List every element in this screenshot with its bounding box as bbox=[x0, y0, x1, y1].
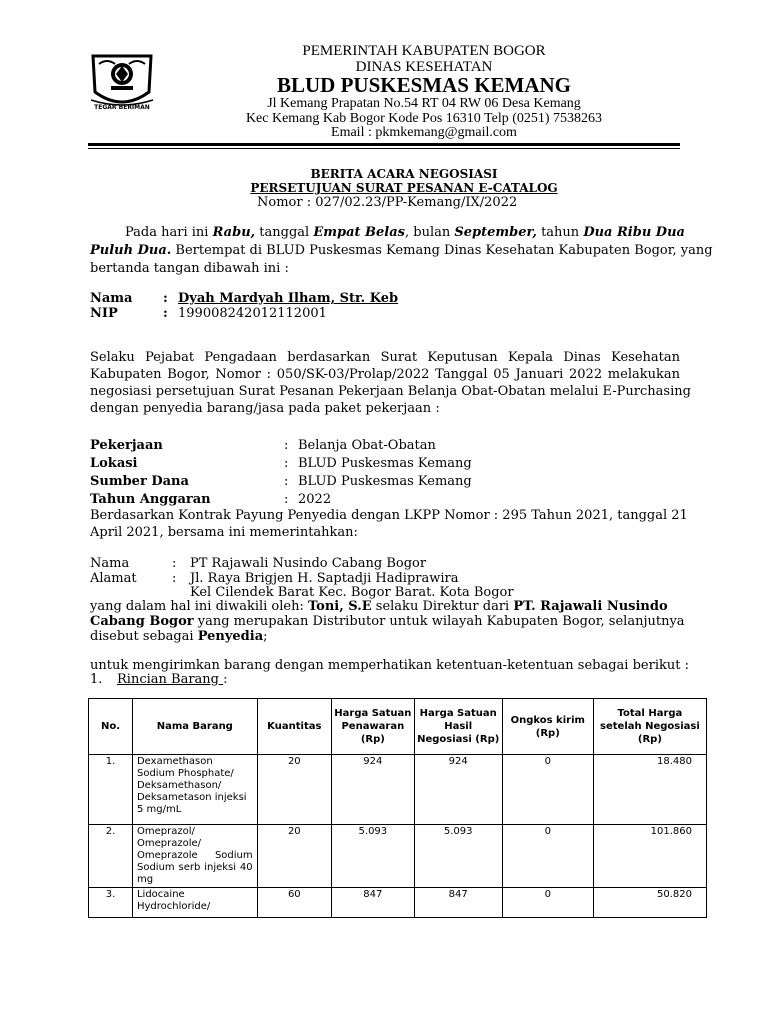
package-year-value: 2022 bbox=[298, 492, 332, 507]
header-nego-price: Harga Satuan Hasil Negosiasi (Rp) bbox=[414, 699, 502, 755]
items-table bbox=[88, 698, 707, 918]
signatory-nip-colon: : bbox=[163, 306, 168, 321]
table-row bbox=[89, 825, 707, 888]
cell-name: Dexamethason Sodium Phosphate/ Deksamethason/ Deksametason injeksi 5 mg/mL bbox=[132, 755, 257, 825]
signatory-nip: 199008242012112001 bbox=[178, 306, 327, 321]
signatory-name: Dyah Mardyah Ilham, Str. Keb bbox=[178, 291, 399, 306]
signatory-nip-label: NIP bbox=[90, 306, 118, 321]
intro-line-2 bbox=[90, 243, 713, 258]
package-job-value: Belanja Obat-Obatan bbox=[298, 438, 436, 453]
header-offer-price: Harga Satuan Penawaran (Rp) bbox=[331, 699, 414, 755]
vendor-rep-text: ; bbox=[263, 629, 268, 644]
intro-month: September, bbox=[454, 225, 537, 240]
org-name: BLUD PUSKESMAS KEMANG bbox=[276, 73, 572, 97]
package-fund-label: Sumber Dana bbox=[90, 474, 189, 489]
vendor-rep-line-2 bbox=[90, 614, 685, 629]
vendor-address-label: Alamat bbox=[90, 571, 137, 586]
cell-offer: 847 bbox=[331, 888, 414, 918]
intro-text: tahun bbox=[536, 225, 584, 240]
vendor-name: PT Rajawali Nusindo Cabang Bogor bbox=[190, 556, 427, 571]
cell-offer: 924 bbox=[331, 755, 414, 825]
vendor-rep-name: Toni, S.E bbox=[308, 599, 372, 614]
header-name: Nama Barang bbox=[132, 699, 257, 755]
vendor-colon: : bbox=[172, 571, 177, 586]
cell-nego: 924 bbox=[414, 755, 502, 825]
vendor-rep-text: yang dalam hal ini diwakili oleh: bbox=[90, 599, 308, 614]
cell-shipping: 0 bbox=[502, 755, 593, 825]
cell-total: 101.860 bbox=[593, 825, 706, 888]
cell-nego: 847 bbox=[414, 888, 502, 918]
cell-total: 18.480 bbox=[593, 755, 706, 825]
cell-name: Omeprazol/ Omeprazole/ Omeprazole Sodium Sodium serb injeksi 40 mg bbox=[132, 825, 257, 888]
signatory-name-colon: : bbox=[163, 291, 168, 306]
official-line-4: dengan penyedia barang/jasa pada paket pekerjaan : bbox=[90, 401, 440, 416]
package-year-label: Tahun Anggaran bbox=[90, 492, 211, 507]
doc-number: Nomor : 027/02.23/PP-Kemang/IX/2022 bbox=[257, 195, 518, 210]
cell-no: 3. bbox=[89, 888, 133, 918]
doc-title: BERITA ACARA NEGOSIASI bbox=[310, 167, 498, 181]
vendor-rep-line-3 bbox=[90, 629, 268, 644]
table-header-row bbox=[89, 699, 707, 755]
intro-text: , bulan bbox=[405, 225, 455, 240]
contract-line-1: Berdasarkan Kontrak Payung Penyedia dengan LKPP Nomor : 295 Tahun 2021, tanggal 21 bbox=[90, 508, 688, 523]
official-line-1: Selaku Pejabat Pengadaan berdasarkan Surat Keputusan Kepala Dinas Kesehatan bbox=[90, 350, 680, 365]
cell-shipping: 0 bbox=[502, 825, 593, 888]
dept-line: DINAS KESEHATAN bbox=[355, 59, 493, 75]
intro-date: Empat Belas bbox=[313, 225, 405, 240]
cell-offer: 5.093 bbox=[331, 825, 414, 888]
cell-name: Lidocaine Hydrochloride/ bbox=[132, 888, 257, 918]
email-line bbox=[0, 125, 768, 141]
cell-qty: 20 bbox=[257, 825, 331, 888]
package-colon: : bbox=[284, 438, 289, 453]
cell-no: 1. bbox=[89, 755, 133, 825]
vendor-rep-text: yang merupakan Distributor untuk wilayah Kabupaten Bogor, selanjutnya bbox=[193, 614, 685, 629]
email-address: pkmkemang@gmail.com bbox=[375, 125, 517, 140]
intro-text: Pada hari ini bbox=[125, 225, 213, 240]
delivery-intro: untuk mengirimkan barang dengan memperhatikan ketentuan-ketentuan sebagai berikut : bbox=[90, 658, 689, 673]
cell-total: 50.820 bbox=[593, 888, 706, 918]
cell-no: 2. bbox=[89, 825, 133, 888]
delivery-item-1-number: 1. bbox=[90, 672, 103, 687]
table-row bbox=[89, 888, 707, 918]
vendor-rep-company: PT. Rajawali Nusindo bbox=[513, 599, 668, 614]
intro-day: Rabu, bbox=[212, 225, 256, 240]
letterhead-rule-thick bbox=[88, 143, 680, 146]
header-shipping: Ongkos kirim (Rp) bbox=[502, 699, 593, 755]
rincian-barang-colon: : bbox=[223, 672, 228, 687]
vendor-address-2: Kel Cilendek Barat Kec. Bogor Barat. Kota Bogor bbox=[190, 585, 514, 600]
vendor-rep-line-1 bbox=[90, 599, 668, 614]
logo-motto: TEGAR BERIMAN bbox=[94, 104, 150, 111]
package-colon: : bbox=[284, 492, 289, 507]
delivery-item-1-label bbox=[117, 672, 228, 687]
cell-shipping: 0 bbox=[502, 888, 593, 918]
contract-line-2: April 2021, bersama ini memerintahkan: bbox=[90, 525, 358, 540]
intro-line-1 bbox=[125, 225, 685, 240]
official-line-2: Kabupaten Bogor, Nomor : 050/SK-03/Prolap/2022 Tanggal 05 Januari 2022 melakukan bbox=[90, 367, 680, 382]
gov-line: PEMERINTAH KABUPATEN BOGOR bbox=[302, 43, 546, 59]
email-label: Email : bbox=[331, 125, 376, 140]
intro-text: Bertempat di BLUD Puskesmas Kemang Dinas Kesehatan Kabupaten Bogor, yang bbox=[171, 243, 713, 258]
header-no: No. bbox=[89, 699, 133, 755]
vendor-name-label: Nama bbox=[90, 556, 130, 571]
official-line-3: negosiasi persetujuan Surat Pesanan Pekerjaan Belanja Obat-Obatan melalui E-Purchasing bbox=[90, 384, 691, 399]
package-job-label: Pekerjaan bbox=[90, 438, 163, 453]
cell-nego: 5.093 bbox=[414, 825, 502, 888]
table-row bbox=[89, 755, 707, 825]
vendor-rep-text: disebut sebagai bbox=[90, 629, 198, 644]
header-total: Total Harga setelah Negosiasi (Rp) bbox=[593, 699, 706, 755]
cell-qty: 20 bbox=[257, 755, 331, 825]
vendor-address-1: Jl. Raya Brigjen H. Saptadji Hadiprawira bbox=[190, 571, 459, 586]
vendor-rep-company-cont: Cabang Bogor bbox=[90, 614, 194, 629]
vendor-colon: : bbox=[172, 556, 177, 571]
intro-year-end: Puluh Dua. bbox=[90, 243, 172, 258]
package-location-value: BLUD Puskesmas Kemang bbox=[298, 456, 472, 471]
signatory-name-label: Nama bbox=[90, 291, 133, 306]
header-qty: Kuantitas bbox=[257, 699, 331, 755]
intro-text: tanggal bbox=[255, 225, 314, 240]
intro-year: Dua Ribu Dua bbox=[583, 225, 685, 240]
rincian-barang-label: Rincian Barang bbox=[117, 672, 224, 687]
address-line-1: Jl Kemang Prapatan No.54 RT 04 RW 06 Desa Kemang bbox=[267, 96, 581, 111]
letterhead-rule-thin bbox=[88, 148, 680, 149]
address-line-2: Kec Kemang Kab Bogor Kode Pos 16310 Telp (0251) 7538263 bbox=[245, 111, 603, 126]
package-fund-value: BLUD Puskesmas Kemang bbox=[298, 474, 472, 489]
cell-qty: 60 bbox=[257, 888, 331, 918]
vendor-rep-text: selaku Direktur dari bbox=[371, 599, 514, 614]
vendor-rep-term: Penyedia bbox=[197, 629, 264, 644]
package-location-label: Lokasi bbox=[90, 456, 138, 471]
doc-subtitle: PERSETUJUAN SURAT PESANAN E-CATALOG bbox=[250, 181, 558, 195]
package-colon: : bbox=[284, 456, 289, 471]
intro-line-3: bertanda tangan dibawah ini : bbox=[90, 261, 289, 276]
package-colon: : bbox=[284, 474, 289, 489]
